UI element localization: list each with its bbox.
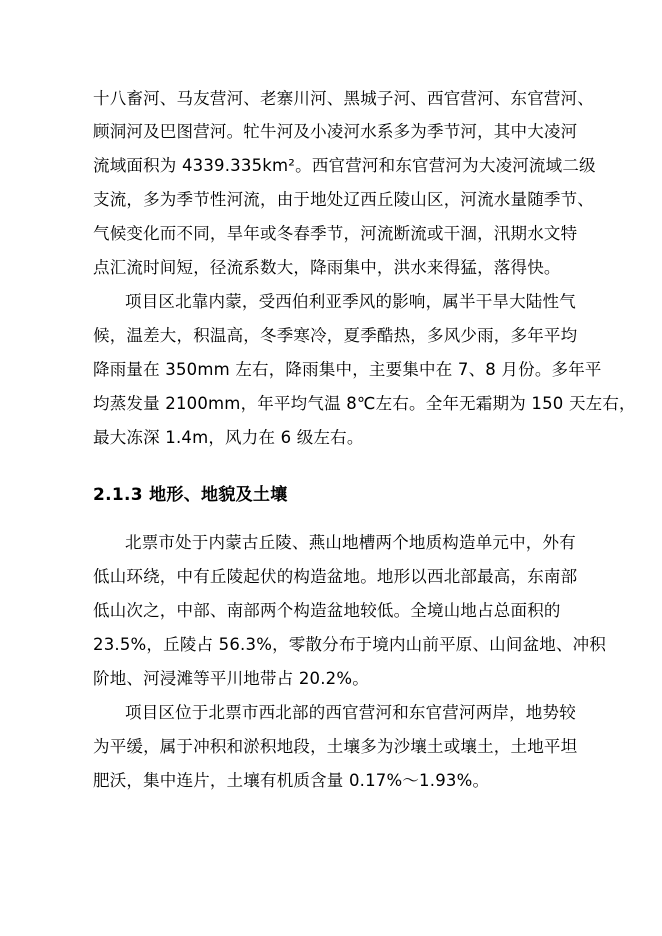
paragraph-4-line-3: 肥沃，集中连片，土壤有机质含量 0.17%～1.93%。 (93, 771, 490, 790)
paragraph-3-line-3: 低山次之，中部、南部两个构造盆地较低。全境山地占总面积的 (93, 601, 561, 620)
paragraph-2-line-1: 项目区北靠内蒙，受西伯利亚季风的影响，属半干旱大陆性气 (125, 292, 576, 311)
paragraph-3-line-1: 北票市处于内蒙古丘陵、燕山地槽两个地质构造单元中，外有 (125, 533, 576, 552)
paragraph-3-line-4: 23.5%，丘陵占 56.3%，零散分布于境内山前平原、山间盆地、冲积 (93, 635, 607, 654)
paragraph-4-line-2: 为平缓，属于冲积和淤积地段，土壤多为沙壤土或壤土，土地平坦 (93, 737, 578, 756)
paragraph-1-line-3: 流域面积为 4339.335km²。西官营河和东官营河为大凌河流域二级 (93, 156, 596, 175)
paragraph-2-line-5: 最大冻深 1.4m，风力在 6 级左右。 (93, 428, 364, 447)
paragraph-1-line-5: 气候变化而不同，旱年或冬春季节，河流断流或干涸，汛期水文特 (93, 224, 578, 243)
paragraph-1-line-2: 顾洞河及巴图营河。牤牛河及小凌河水系多为季节河，其中大凌河 (93, 122, 578, 141)
paragraph-2-line-4: 均蒸发量 2100mm，年平均气温 8℃左右。全年无霜期为 150 天左右， (93, 394, 636, 413)
paragraph-2-line-2: 候，温差大，积温高，冬季寒冷，夏季酷热，多风少雨，多年平均 (93, 326, 578, 345)
paragraph-2-line-3: 降雨量在 350mm 左右，降雨集中，主要集中在 7、8 月份。多年平 (93, 360, 602, 379)
paragraph-1-line-1: 十八畜河、马友营河、老寨川河、黑城子河、西官营河、东官营河、 (93, 89, 594, 108)
section-heading: 2.1.3 地形、地貌及土壤 (93, 485, 288, 505)
paragraph-3-line-2: 低山环绕，中有丘陵起伏的构造盆地。地形以西北部最高，东南部 (93, 567, 578, 586)
paragraph-1-line-4: 支流，多为季节性河流，由于地处辽西丘陵山区，河流水量随季节、 (93, 190, 594, 209)
paragraph-3-line-5: 阶地、河浸滩等平川地带占 20.2%。 (93, 669, 369, 688)
paragraph-1-line-6: 点汇流时间短，径流系数大，降雨集中，洪水来得猛，落得快。 (93, 258, 561, 277)
paragraph-4-line-1: 项目区位于北票市西北部的西官营河和东官营河两岸，地势较 (125, 703, 576, 722)
